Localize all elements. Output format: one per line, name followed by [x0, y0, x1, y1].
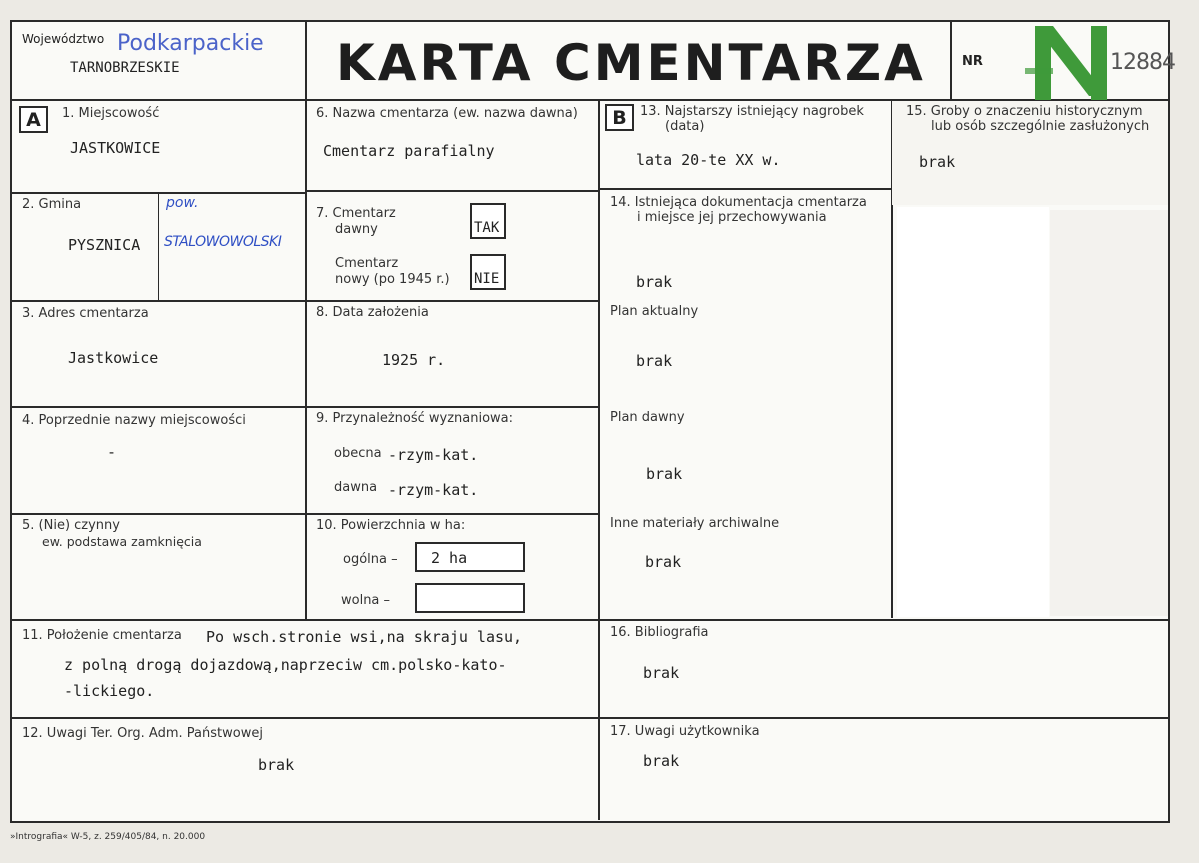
field-1-value: JASTKOWICE — [70, 139, 161, 157]
divider — [306, 190, 599, 192]
ogolna-value: 2 ha — [431, 549, 468, 567]
field-4-label: 4. Poprzednie nazwy miejscowości — [22, 413, 246, 428]
nr-value: 12884 — [1110, 50, 1175, 75]
divider — [598, 100, 600, 820]
divider — [158, 192, 159, 300]
divider — [10, 619, 1170, 621]
page-title: KARTA CMENTARZA — [336, 34, 926, 92]
field-14-value: brak — [636, 273, 673, 291]
tak-value: TAK — [474, 220, 500, 236]
field-9-dawna-value: -rzym-kat. — [388, 481, 479, 499]
field-15-value: brak — [919, 153, 956, 171]
field-16-label: 16. Bibliografia — [610, 625, 709, 640]
field-1-label: 1. Miejscowość — [62, 106, 160, 121]
field-17-label: 17. Uwagi użytkownika — [610, 724, 760, 739]
field-10-ogolna-label: ogólna – — [343, 552, 398, 567]
field-2-hand-pow: pow. — [166, 195, 199, 211]
divider — [950, 22, 952, 100]
field-6-value: Cmentarz parafialny — [323, 142, 495, 160]
field-3-label: 3. Adres cmentarza — [22, 306, 149, 321]
field-8-value: 1925 r. — [382, 351, 446, 369]
field-12-value: brak — [258, 756, 295, 774]
paper-patch — [1050, 210, 1168, 616]
field-15-sub: lub osób szczególnie zasłużonych — [931, 119, 1150, 134]
field-7-sub: dawny — [335, 222, 378, 237]
field-6-label: 6. Nazwa cmentarza (ew. nazwa dawna) — [316, 106, 578, 121]
ogolna-area-box — [415, 542, 525, 572]
nie-checkbox — [470, 254, 506, 290]
field-10-wolna-label: wolna – — [341, 593, 391, 608]
field-11-label: 11. Położenie cmentarza — [22, 628, 182, 643]
plan-aktualny-label: Plan aktualny — [610, 304, 699, 319]
field-13-value: lata 20-te XX w. — [636, 151, 781, 169]
field-7n-label: Cmentarz — [335, 256, 399, 271]
divider — [10, 406, 599, 408]
inne-materialy-label: Inne materiały archiwalne — [610, 516, 780, 531]
divider — [10, 192, 307, 194]
plan-dawny-value: brak — [646, 465, 683, 483]
field-11-line-2: z polną drogą dojazdową,naprzeciw cm.polsko-kato- — [64, 656, 507, 674]
field-13-label: 13. Najstarszy istniejący nagrobek — [640, 104, 864, 119]
divider — [10, 300, 599, 302]
field-2-hand-value: STALOWOWOLSKI — [164, 234, 282, 250]
wojewodztwo-stamp: Podkarpackie — [117, 31, 264, 56]
field-9-label: 9. Przynależność wyznaniowa: — [316, 411, 514, 426]
divider — [10, 717, 1170, 719]
nr-label: NR — [962, 54, 983, 69]
field-7n-sub: nowy (po 1945 r.) — [335, 272, 450, 287]
divider — [598, 188, 892, 190]
field-7-label: 7. Cmentarz — [316, 206, 396, 221]
field-2-value: PYSZNICA — [68, 236, 141, 254]
field-5-label: 5. (Nie) czynny — [22, 518, 120, 533]
field-12-label: 12. Uwagi Ter. Org. Adm. Państwowej — [22, 726, 263, 741]
field-17-value: brak — [643, 752, 680, 770]
plan-dawny-label: Plan dawny — [610, 410, 685, 425]
field-2-label: 2. Gmina — [22, 197, 82, 212]
field-13-sub: (data) — [665, 119, 705, 134]
inne-materialy-value: brak — [645, 553, 682, 571]
field-11-line-1: Po wsch.stronie wsi,na skraju lasu, — [206, 628, 523, 646]
field-8-label: 8. Data założenia — [316, 305, 429, 320]
tak-checkbox — [470, 203, 506, 239]
field-4-value: - — [107, 443, 117, 461]
nie-value: NIE — [474, 271, 500, 287]
field-11-line-3: -lickiego. — [64, 682, 155, 700]
field-9-obecna-value: -rzym-kat. — [388, 446, 479, 464]
divider — [10, 513, 599, 515]
field-5-sub: ew. podstawa zamknięcia — [42, 534, 202, 549]
wojewodztwo-old: TARNOBRZESKIE — [70, 60, 180, 76]
section-b-marker: B — [605, 104, 634, 131]
field-9-obecna-label: obecna — [334, 446, 382, 461]
field-14-sub: i miejsce jej przechowywania — [637, 210, 827, 225]
wojewodztwo-label: Województwo — [22, 32, 105, 46]
section-a-marker: A — [19, 106, 48, 133]
field-15-label: 15. Groby o znaczeniu historycznym — [906, 104, 1143, 119]
wolna-area-box — [415, 583, 525, 613]
field-3-value: Jastkowice — [68, 349, 159, 367]
field-14-label: 14. Istniejąca dokumentacja cmentarza — [610, 195, 867, 210]
divider — [305, 22, 307, 620]
field-16-value: brak — [643, 664, 680, 682]
green-n-marker-icon — [1025, 22, 1115, 100]
paper-patch — [897, 207, 1049, 617]
plan-aktualny-value: brak — [636, 352, 673, 370]
footer-imprint: »Intrografia« W-5, z. 259/405/84, n. 20.000 — [10, 832, 206, 842]
field-9-dawna-label: dawna — [334, 480, 378, 495]
field-10-label: 10. Powierzchnia w ha: — [316, 518, 466, 533]
